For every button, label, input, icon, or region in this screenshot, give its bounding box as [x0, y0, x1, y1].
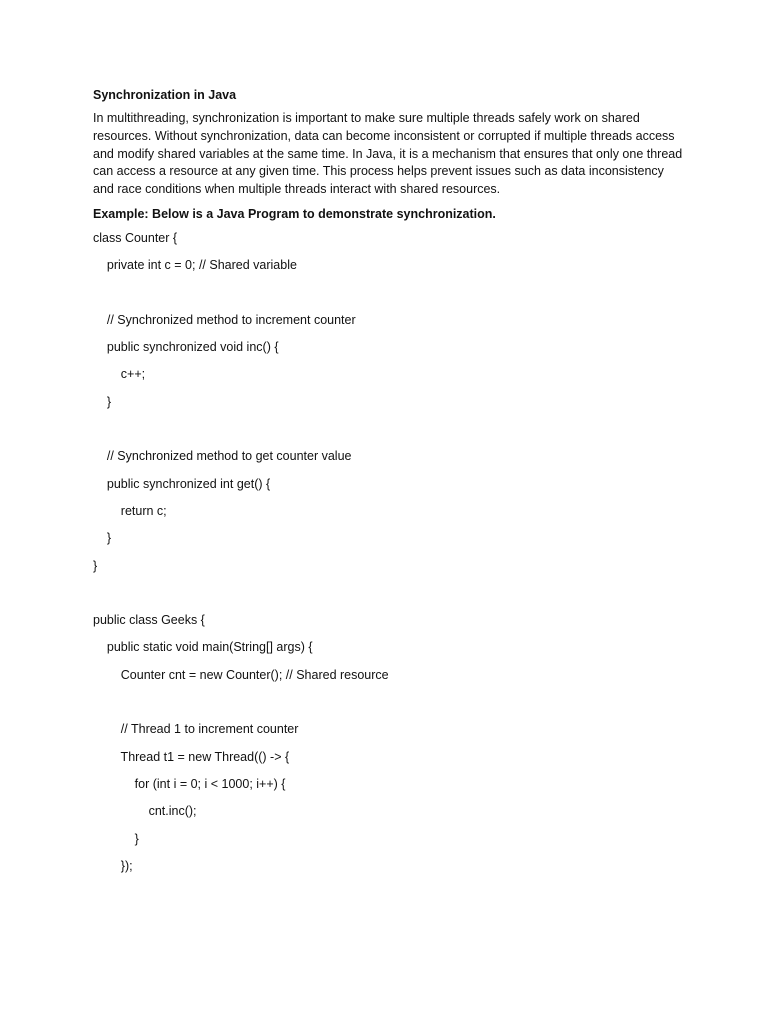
- code-line: }: [93, 394, 112, 409]
- document-title: Synchronization in Java: [93, 88, 237, 102]
- code-line: [93, 280, 683, 307]
- code-line: private int c = 0; // Shared variable: [93, 258, 297, 273]
- code-line: public synchronized void inc() {: [93, 340, 279, 355]
- code-line: public synchronized int get() {: [93, 476, 271, 491]
- code-line: for (int i = 0; i < 1000; i++) {: [93, 776, 286, 791]
- code-line: }: [93, 531, 112, 546]
- code-line: [93, 689, 683, 716]
- code-line: // Synchronized method to get counter value: [93, 449, 352, 464]
- code-line: class Counter {: [93, 230, 178, 245]
- code-line: return c;: [93, 503, 167, 518]
- code-line: // Synchronized method to increment counter: [93, 312, 356, 327]
- code-block: [93, 225, 683, 880]
- code-line: [93, 580, 683, 607]
- code-line: // Thread 1 to increment counter: [93, 722, 299, 737]
- example-heading: Example: Below is a Java Program to demonstrate synchronization.: [93, 206, 496, 221]
- code-line: }: [93, 558, 98, 573]
- document-body: [93, 86, 683, 880]
- code-line: });: [93, 858, 133, 873]
- code-line: c++;: [93, 367, 146, 382]
- code-line: [93, 416, 683, 443]
- intro-paragraph: In multithreading, synchronization is important to make sure multiple threads safely work on shared resources. Without synchronization, data can become inconsistent or corrupted if multiple threads access and modify shared variables at the same time. In Java, it is a mechanism that ensures that only one thread can access a resource at any given time. This process helps prevent issues such as data inconsistency and race conditions when multiple threads interact with shared resources.: [93, 111, 683, 197]
- code-line: }: [93, 831, 139, 846]
- code-line: public static void main(String[] args) {: [93, 640, 313, 655]
- code-line: Counter cnt = new Counter(); // Shared resource: [93, 667, 389, 682]
- code-line: cnt.inc();: [93, 804, 197, 819]
- code-line: public class Geeks {: [93, 613, 205, 628]
- code-line: Thread t1 = new Thread(() -> {: [93, 749, 290, 764]
